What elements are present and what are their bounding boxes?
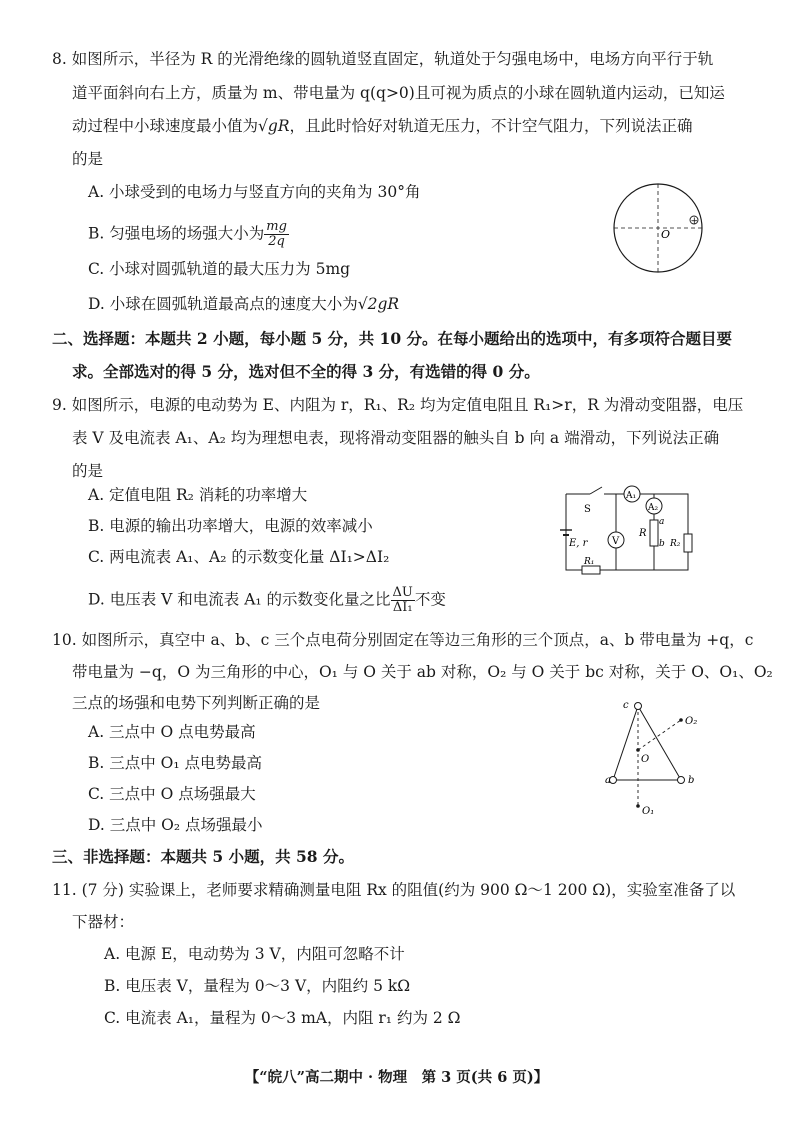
q8-line-3 [72,115,693,137]
q8-line-1: 8. 如图所示，半径为 R 的光滑绝缘的圆轨道竖直固定，轨道处于匀强电场中，电场方向平行于轨 [52,50,714,68]
resistor-r2-label: R₂ [670,539,681,549]
switch-label: S [584,504,591,515]
q8-option-d-speed: √2gR [357,295,400,313]
q10-option-d: D. 三点中 O₂ 点场强最小 [88,816,263,834]
source-label: E, r [569,538,588,549]
q10-option-b: B. 三点中 O₁ 点电势最高 [88,754,263,772]
q9-option-c: C. 两电流表 A₁、A₂ 的示数变化量 ΔI₁>ΔI₂ [88,548,390,566]
resistor-r1-label: R₁ [584,557,595,567]
q8-circle-figure [610,180,710,275]
q9-option-b: B. 电源的输出功率增大，电源的效率减小 [88,517,373,535]
q10-line-1: 10. 如图所示，真空中 a、b、c 三个点电荷分别固定在等边三角形的三个顶点，a、b 带电量为 +q，c [52,631,754,649]
fraction-denominator: 2q [268,234,285,249]
q9-option-d-fraction [391,586,415,615]
q9-line-1: 9. 如图所示，电源的电动势为 E、内阻为 r，R₁、R₂ 均为定值电阻且 R₁>r，R 为滑动变阻器，电压 [52,396,744,414]
q10-triangle-figure [605,694,715,824]
rheostat-icon [650,520,658,546]
q9-option-d-post: 不变 [414,590,446,609]
section-2-line-2: 求。全部选对的得 5 分，选对但不全的得 3 分，有选错的得 0 分。 [72,362,540,381]
rheostat-label: R [639,528,647,539]
switch-icon [590,487,602,494]
charge-c-icon [635,703,642,710]
q11-line-2: 下器材： [72,913,135,931]
triangle-side-ca [613,706,638,780]
fraction-numerator: mg [266,219,287,234]
q8-option-a: A. 小球受到的电场力与竖直方向的夹角为 30°角 [88,183,421,201]
q8-line-3-b: ，且此时恰好对轨道无压力，不计空气阻力，下列说法正确 [289,117,693,135]
voltmeter-label: V [612,536,620,547]
q9-line-3: 的是 [72,462,104,480]
label-a: a [605,775,611,786]
q10-option-a: A. 三点中 O 点电势最高 [88,723,256,741]
page-footer: 【“皖八”高二期中 · 物理 第 3 页(共 6 页)】 [244,1069,549,1086]
label-O1: O₁ [642,806,655,817]
q10-line-3: 三点的场强和电势下列判断正确的是 [72,694,321,712]
charge-sign: + [690,216,699,227]
section-2-line-1: 二、选择题：本题共 2 小题，每小题 5 分，共 10 分。在每小题给出的选项中，有多项符合题目要 [52,329,733,348]
q9-option-d-text: D. 电压表 V 和电流表 A₁ 的示数变化量之比 [88,590,391,609]
point-O [636,748,640,752]
label-c: c [623,700,629,711]
q11-item-c: C. 电流表 A₁，量程为 0～3 mA，内阻 r₁ 约为 2 Ω [104,1009,461,1027]
label-O: O [641,754,650,765]
q8-line-3-a: 动过程中小球速度最小值为 [72,117,259,135]
point-O1 [636,804,640,808]
label-b: b [688,775,695,786]
q8-line-2: 道平面斜向右上方，质量为 m、带电量为 q(q>0)且可视为质点的小球在圆轨道内运动，已知运 [72,84,725,102]
center-label-O: O [661,228,671,241]
q9-option-a: A. 定值电阻 R₂ 消耗的功率增大 [88,486,308,504]
ammeter-a1-label: A₁ [626,491,637,501]
q9-circuit-figure [558,484,708,584]
rheostat-end-a: a [659,517,665,527]
resistor-r2-icon [684,534,692,552]
q11-item-a: A. 电源 E，电动势为 3 V，内阻可忽略不计 [104,945,405,963]
q8-option-b-fraction [264,220,289,249]
q8-option-c: C. 小球对圆弧轨道的最大压力为 5mg [88,260,351,278]
fraction-numerator: ΔU [392,585,413,600]
q8-option-b [88,220,289,249]
ammeter-a2-label: A₂ [648,503,659,513]
resistor-r1-icon [582,566,600,574]
triangle-side-cb [638,706,681,780]
fraction-denominator: ΔI₁ [392,600,413,615]
q8-option-d-text: D. 小球在圆弧轨道最高点的速度大小为 [88,295,358,313]
q11-item-b: B. 电压表 V，量程为 0～3 V，内阻约 5 kΩ [104,977,411,995]
section-3-heading: 三、非选择题：本题共 5 小题，共 58 分。 [52,847,354,866]
q11-line-1: 11. (7 分) 实验课上，老师要求精确测量电阻 Rx 的阻值(约为 900 Ω～1 200 Ω)，实验室准备了以 [52,881,736,899]
label-O2: O₂ [685,716,698,727]
q9-line-2: 表 V 及电流表 A₁、A₂ 均为理想电表，现将滑动变阻器的触头自 b 向 a 端滑动，下列说法正确 [72,429,720,447]
o-o2-line [638,720,681,750]
q8-option-d [88,293,399,315]
q10-line-2: 带电量为 −q，O 为三角形的中心，O₁ 与 O 关于 ab 对称，O₂ 与 O 关于 bc 对称，关于 O、O₁、O₂ [72,663,773,681]
q8-min-speed: √gR [258,117,290,135]
rheostat-end-b: b [659,539,665,549]
q8-line-4: 的是 [72,150,104,168]
q10-option-c: C. 三点中 O 点场强最大 [88,785,256,803]
charge-b-icon [678,777,685,784]
point-O2 [679,718,683,722]
q9-option-d [88,586,446,615]
q8-option-b-text: B. 匀强电场的场强大小为 [88,224,265,243]
